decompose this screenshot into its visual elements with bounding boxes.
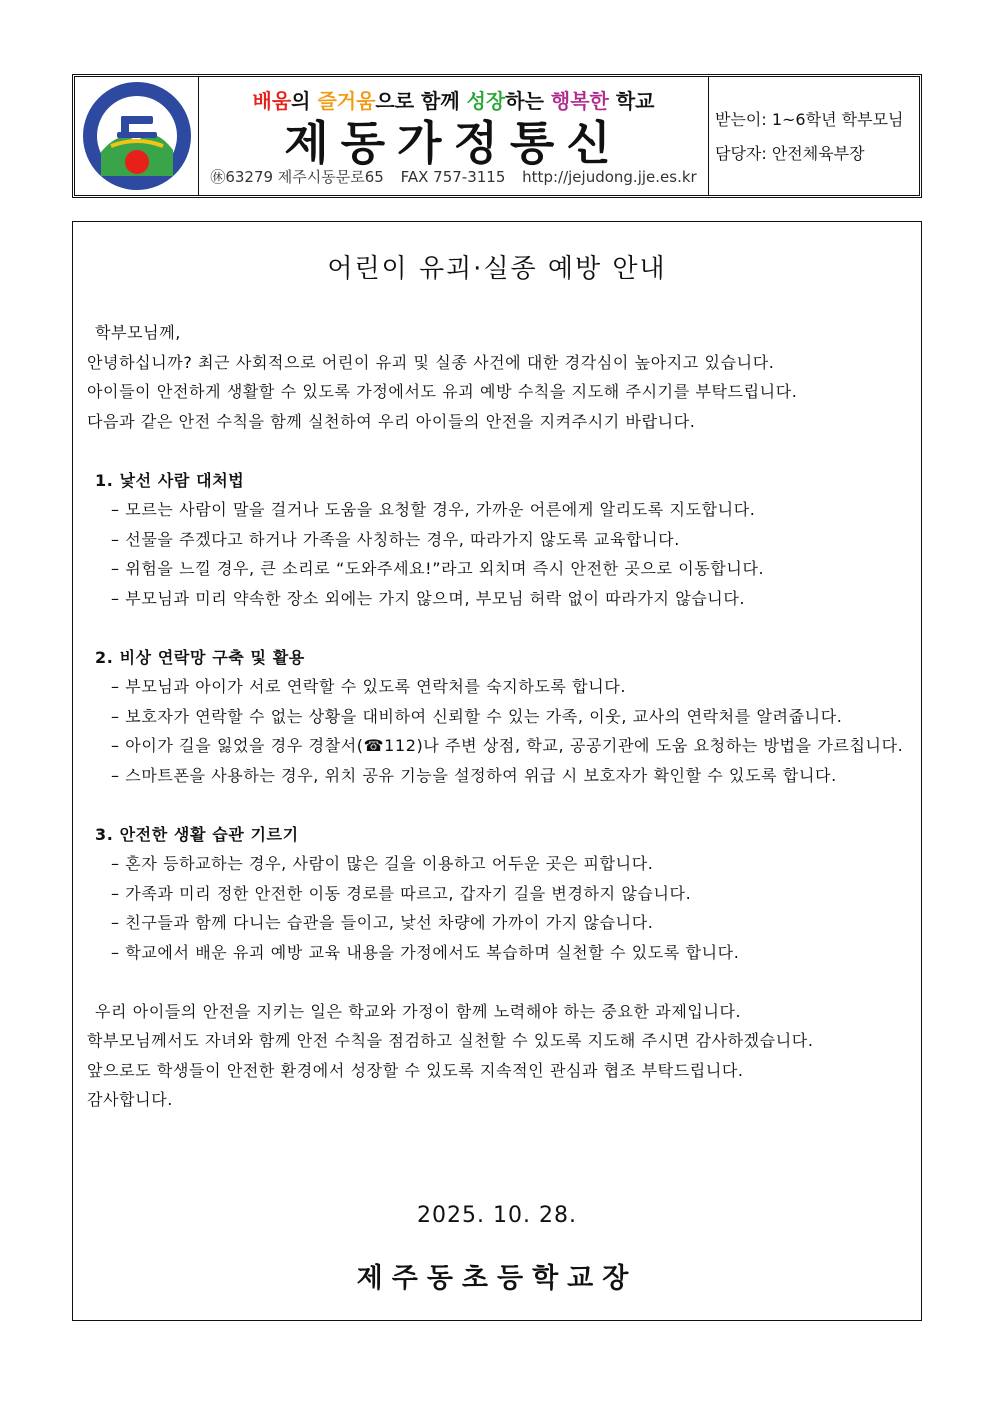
- closing-line: 우리 아이들의 안전을 지키는 일은 학교와 가정이 함께 노력해야 하는 중요한 과제입니다.: [95, 1001, 742, 1021]
- list-item: – 보호자가 연락할 수 없는 상황을 대비하여 신뢰할 수 있는 가족, 이웃, 교사의 연락처를 알려줍니다.: [111, 706, 843, 726]
- slogan-segment: 즐거움: [317, 89, 376, 113]
- school-emblem-icon: [81, 80, 193, 192]
- intro-line: 다음과 같은 안전 수칙을 함께 실천하여 우리 아이들의 안전을 지켜주시기 바랍니다.: [87, 411, 696, 431]
- slogan-segment: 으로 함께: [375, 89, 467, 113]
- section-title: 3. 안전한 생활 습관 기르기: [95, 824, 299, 844]
- letterhead-center: [199, 77, 709, 195]
- greeting: 학부모님께,: [95, 323, 181, 342]
- closing-line: 감사합니다.: [87, 1090, 173, 1109]
- notice-title: 어린이 유괴·실종 예방 안내: [327, 254, 667, 284]
- closing-line: 학부모님께서도 자녀와 함께 안전 수칙을 점검하고 실천할 수 있도록 지도해 주시면 감사하겠습니다.: [87, 1031, 814, 1050]
- manager-line: 담당자: 안전체육부장: [715, 144, 865, 163]
- letterhead-meta: [709, 77, 919, 195]
- recipient-line: 받는이: 1~6학년 학부모님: [715, 110, 904, 129]
- section-title: 2. 비상 연락망 구축 및 활용: [95, 647, 305, 667]
- contact-line: [199, 166, 708, 187]
- slogan-segment: 행복한: [550, 89, 609, 113]
- slogan-segment: 학교: [608, 89, 655, 113]
- list-item: – 선물을 주겠다고 하거나 가족을 사칭하는 경우, 따라가지 않도록 교육합니다.: [111, 529, 680, 549]
- list-item: – 가족과 미리 정한 안전한 이동 경로를 따르고, 갑자기 길을 변경하지 않습니다.: [111, 883, 692, 903]
- slogan-segment: 성장: [466, 89, 506, 113]
- school-fax: FAX 757-3115: [400, 168, 506, 186]
- section-title: 1. 낯선 사람 대처법: [95, 470, 245, 490]
- list-item: – 위험을 느낄 경우, 큰 소리로 “도와주세요!”라고 외치며 즉시 안전한 곳으로 이동합니다.: [111, 559, 765, 578]
- signer-name: 제주동초등학교장: [356, 1263, 638, 1294]
- notice-content: [87, 318, 913, 1115]
- list-item: – 부모님과 아이가 서로 연락할 수 있도록 연락처를 숙지하도록 합니다.: [111, 677, 627, 696]
- list-item: – 스마트폰을 사용하는 경우, 위치 공유 기능을 설정하여 위급 시 보호자가 확인할 수 있도록 합니다.: [111, 765, 837, 785]
- list-item: – 모르는 사람이 말을 걸거나 도움을 요청할 경우, 가까운 어른에게 알리도록 지도합니다.: [111, 500, 756, 519]
- notice-body: [72, 221, 922, 1321]
- list-item: – 친구들과 함께 다니는 습관을 들이고, 낯선 차량에 가까이 가지 않습니다.: [111, 913, 654, 932]
- slogan-segment: 의: [291, 89, 318, 113]
- list-item: – 부모님과 미리 약속한 장소 외에는 가지 않으며, 부모님 허락 없이 따라가지 않습니다.: [111, 588, 746, 608]
- slogan-segment: 하는: [505, 89, 551, 113]
- school-address: ㊡63279 제주시동문로65: [210, 168, 384, 186]
- intro-line: 아이들이 안전하게 생활할 수 있도록 가정에서도 유괴 예방 수칙을 지도해 주시기를 부탁드립니다.: [87, 382, 798, 401]
- school-logo: [75, 77, 199, 195]
- intro-line: 안녕하십니까? 최근 사회적으로 어린이 유괴 및 실종 사건에 대한 경각심이 높아지고 있습니다.: [87, 352, 775, 372]
- notice-date: 2025. 10. 28.: [417, 1203, 577, 1228]
- slogan-segment: 배움: [252, 89, 292, 113]
- list-item: – 아이가 길을 잃었을 경우 경찰서(☎112)나 주변 상점, 학교, 공공기관에 도움 요청하는 방법을 가르칩니다.: [111, 736, 904, 755]
- list-item: – 혼자 등하교하는 경우, 사람이 많은 길을 이용하고 어두운 곳은 피합니다.: [111, 854, 654, 873]
- school-url[interactable]: http://jejudong.jje.es.kr: [522, 168, 697, 186]
- closing-line: 앞으로도 학생들이 안전한 환경에서 성장할 수 있도록 지속적인 관심과 협조 부탁드립니다.: [87, 1060, 744, 1080]
- newsletter-title: 제동가정통신: [284, 116, 623, 170]
- letterhead: [72, 74, 922, 198]
- list-item: – 학교에서 배운 유괴 예방 교육 내용을 가정에서도 복습하며 실천할 수 있도록 합니다.: [111, 942, 740, 962]
